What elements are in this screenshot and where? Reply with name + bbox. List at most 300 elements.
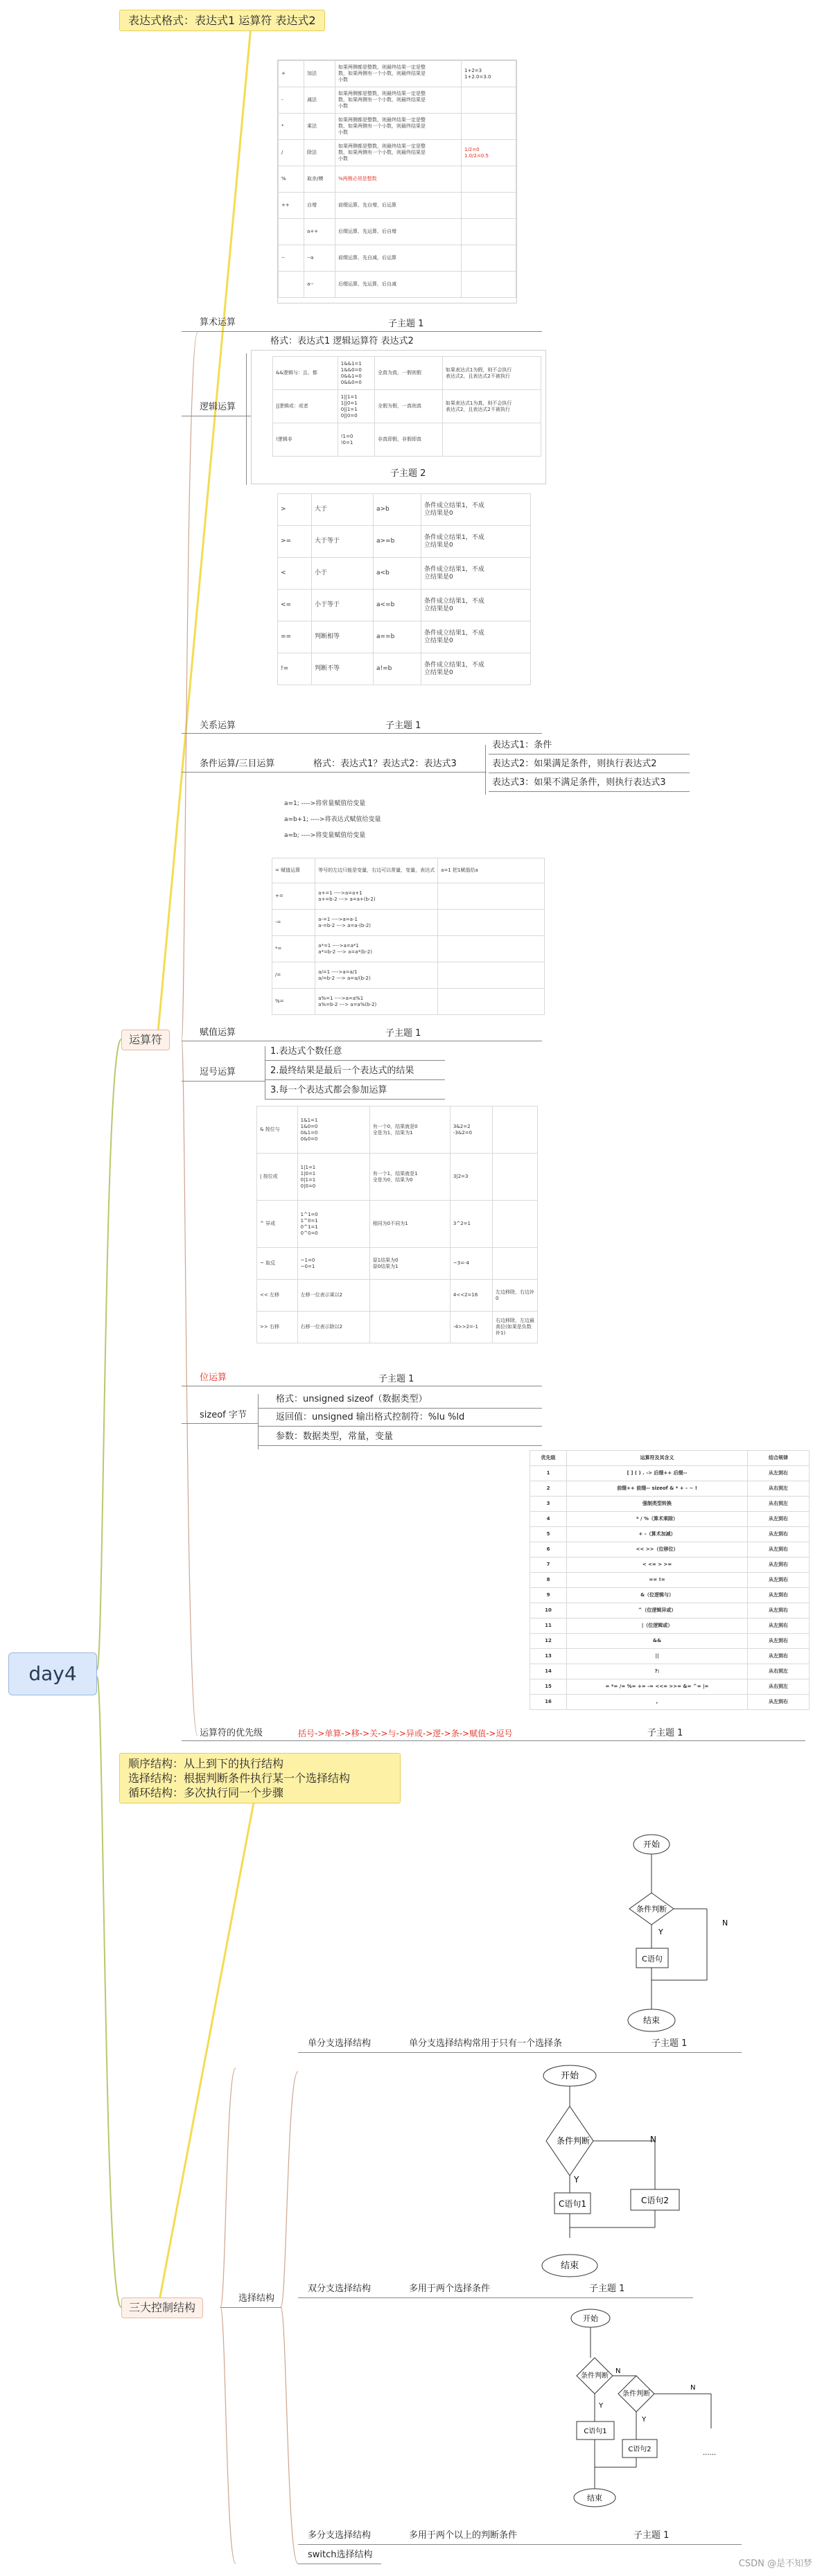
bit-cases — [297, 1201, 369, 1248]
priority-direction — [748, 1634, 810, 1649]
assign-pre-line: a=b; ---->将变量赋值给变量 — [284, 832, 366, 839]
single-desc: 单分支选择结构常用于只有一个选择条 — [409, 2038, 563, 2049]
priority-direction — [748, 1497, 810, 1512]
arith-op — [279, 87, 304, 114]
priority-topic[interactable]: 子主题 1 — [647, 1728, 683, 1738]
ternary-item[interactable]: 表达式1：条件 — [492, 740, 552, 750]
cell-line: 2 — [546, 1485, 550, 1491]
cell-line: 0&1=0 — [300, 1129, 318, 1136]
cell-line: 立结果是0 — [424, 509, 453, 517]
arith-row — [279, 166, 516, 193]
logic-note — [442, 423, 541, 457]
priority-ops — [567, 1481, 748, 1497]
assign-desc — [315, 989, 438, 1015]
cell-line: %= — [275, 998, 284, 1004]
arith-topic[interactable]: 子主题 1 — [388, 319, 424, 329]
cell-line: 自增 — [307, 202, 317, 208]
arith-example — [462, 140, 516, 166]
cell-line: ++ — [281, 202, 290, 208]
priority-row — [530, 1634, 810, 1649]
cell-line: 1&&0=0 — [340, 367, 362, 373]
cell-line: / — [281, 150, 283, 155]
priority-direction — [748, 1527, 810, 1542]
cell-line: 小于 — [315, 570, 328, 576]
cell-line: 有一个1，结果就是1 — [372, 1170, 418, 1176]
cell-line: |（位逻辑或） — [641, 1623, 673, 1628]
arith-label[interactable]: 算术运算 — [200, 317, 236, 328]
cell-line: -- — [281, 255, 286, 261]
arith-op — [279, 166, 304, 193]
flow-yes: Y — [642, 2416, 647, 2424]
arith-example — [462, 114, 516, 140]
flow-stmt2: C语句2 — [628, 2446, 652, 2453]
flow-start: 开始 — [560, 2071, 579, 2081]
priority-ops — [567, 1634, 748, 1649]
cell-line: 立结果是0 — [424, 541, 453, 549]
cell-line: 表达式2，且表达式2不被执行 — [445, 373, 510, 379]
ternary-label[interactable]: 条件运算/三目运算 — [200, 759, 275, 769]
cell-line: 右移一位表示除以2 — [300, 1324, 343, 1330]
relation-row — [278, 653, 531, 685]
multi-topic[interactable]: 子主题 1 — [633, 2530, 670, 2541]
assign-label[interactable]: 赋值运算 — [200, 1027, 236, 1038]
cell-line: 左边移除，右边补 — [496, 1289, 534, 1295]
cell-line: 16 — [545, 1699, 552, 1704]
assign-op — [272, 858, 315, 883]
assign-row — [272, 989, 545, 1015]
priority-direction — [748, 1588, 810, 1603]
priority-level — [530, 1634, 567, 1649]
cell-line: += — [275, 893, 283, 899]
cell-line: 条件成立结果1，不成 — [424, 565, 484, 573]
priority-ops — [567, 1512, 748, 1527]
cell-line: 1/2=0 — [464, 146, 480, 152]
relation-example — [374, 653, 421, 685]
cell-line: ~0=1 — [300, 1263, 315, 1269]
priority-level — [530, 1512, 567, 1527]
priority-level — [530, 1558, 567, 1573]
cell-line: 小数 — [338, 77, 348, 82]
cell-line: 从右到左 — [769, 1668, 788, 1674]
branch-control-structures[interactable]: 三大控制结构 — [121, 2297, 203, 2318]
comma-item[interactable]: 3.每一个表达式都会参加运算 — [270, 1085, 387, 1095]
cell-line: 表达式2，且表达式2不被执行 — [445, 406, 510, 412]
note-structures-line: 循环结构：多次执行同一个步骤 — [128, 1786, 284, 1799]
arith-op — [279, 61, 304, 87]
cell-line: 小数 — [338, 103, 348, 109]
cell-line: 1.0/2=0.5 — [464, 152, 489, 159]
priority-row — [530, 1695, 810, 1710]
cell-line: 全真为真，一假则假 — [377, 370, 421, 376]
cell-line: 从左到右 — [769, 1699, 788, 1704]
bit-rule — [369, 1248, 450, 1280]
arith-op — [279, 140, 304, 166]
cell-line: 10 — [545, 1607, 552, 1613]
cell-line: || — [655, 1653, 659, 1659]
priority-row — [530, 1558, 810, 1573]
bit-note — [493, 1154, 538, 1201]
priority-ops — [567, 1679, 748, 1695]
priority-level — [530, 1618, 567, 1634]
cell-line: 乘法 — [307, 123, 317, 129]
cell-line: , — [656, 1699, 658, 1704]
priority-row — [530, 1679, 810, 1695]
bit-rule — [369, 1106, 450, 1154]
cell-line: 全假为假，一真则真 — [377, 403, 421, 409]
cell-line: == != — [649, 1577, 665, 1582]
cell-line: 1&1=1 — [300, 1117, 318, 1123]
priority-ops — [567, 1695, 748, 1710]
bit-cases — [297, 1280, 369, 1312]
relation-row — [278, 621, 531, 653]
cell-line: 0|1=1 — [300, 1176, 316, 1183]
cell-line: [ ] ( ) . -> 后缀++ 后缀-- — [627, 1470, 688, 1476]
priority-label[interactable]: 运算符的优先级 — [200, 1728, 263, 1738]
cell-line: !0=1 — [340, 439, 353, 445]
cell-line: 从左到右 — [769, 1470, 788, 1476]
logic-row — [273, 357, 541, 390]
priority-row — [530, 1527, 810, 1542]
single-topic[interactable]: 子主题 1 — [652, 2038, 688, 2049]
cell-line: a+=b-2 ---> a=a+(b-2) — [318, 896, 376, 902]
cell-line: 从右到左 — [769, 1684, 788, 1689]
priority-row — [530, 1466, 810, 1481]
arith-desc — [335, 140, 462, 166]
cell-line: 15 — [545, 1684, 552, 1689]
cell-line: 判断相等 — [315, 633, 340, 640]
cell-line: 运算符及其含义 — [640, 1455, 674, 1461]
cell-line: 全是为1，结果为1 — [372, 1129, 413, 1136]
comma-item[interactable]: 2.最终结果是最后一个表达式的结果 — [270, 1066, 414, 1076]
priority-header — [567, 1451, 748, 1466]
relation-name — [312, 653, 374, 685]
priority-ops — [567, 1558, 748, 1573]
cell-line: a<b — [376, 570, 390, 576]
cell-line: 1^1=0 — [300, 1211, 318, 1217]
arith-row — [279, 272, 516, 298]
assign-topic[interactable]: 子主题 1 — [385, 1028, 421, 1039]
cell-line: a/=b-2 ---> a=a/(b-2) — [318, 975, 371, 981]
root-node[interactable]: day4 — [8, 1652, 97, 1695]
cell-line: 11 — [545, 1623, 552, 1628]
cell-line: % — [281, 176, 286, 182]
relation-row — [278, 558, 531, 590]
priority-direction — [748, 1512, 810, 1527]
logic-row — [273, 423, 541, 457]
arith-example — [462, 219, 516, 245]
arith-example — [462, 272, 516, 298]
cell-line: 0||1=1 — [340, 406, 358, 412]
bit-topic[interactable]: 子主题 1 — [378, 1374, 414, 1384]
cell-line: 1|0=1 — [300, 1170, 316, 1176]
assign-op — [272, 962, 315, 989]
cell-line: a++ — [307, 229, 319, 234]
cell-line: 优先级 — [541, 1455, 556, 1461]
bit-op — [257, 1106, 298, 1154]
cell-line: ~1=0 — [300, 1257, 315, 1263]
sizeof-item[interactable]: 格式：unsigned sizeof（数据类型） — [276, 1394, 428, 1404]
relation-op — [278, 621, 312, 653]
cell-line: 13 — [545, 1653, 552, 1659]
logic-topic[interactable]: 子主题 2 — [390, 468, 426, 479]
logic-cases — [338, 423, 374, 457]
priority-ops — [567, 1618, 748, 1634]
cell-line: *= — [275, 946, 282, 951]
cell-line: + — [281, 71, 286, 76]
sizeof-item[interactable]: 参数：数据类型，常量，变量 — [276, 1431, 394, 1442]
cell-line: a+=1 ---->a=a+1 — [318, 890, 362, 896]
cell-line: 5 — [546, 1531, 550, 1537]
bit-rule — [369, 1154, 450, 1201]
arith-op — [279, 245, 304, 272]
logic-rule — [374, 357, 442, 390]
cell-line: a-=1 ---->a=a-1 — [318, 916, 358, 922]
arith-desc — [335, 245, 462, 272]
bit-label[interactable]: 位运算 — [200, 1373, 227, 1383]
relation-topic[interactable]: 子主题 1 — [385, 721, 421, 731]
sizeof-item[interactable]: 返回值：unsigned 输出格式控制符：%lu %ld — [276, 1412, 465, 1422]
arith-row — [279, 61, 516, 87]
cell-line: a>=b — [376, 538, 395, 545]
assign-desc — [315, 858, 438, 883]
arith-name — [304, 245, 335, 272]
cell-line: 从右到左 — [769, 1501, 788, 1506]
cell-line: 7 — [546, 1562, 550, 1567]
priority-direction — [748, 1573, 810, 1588]
cell-line: &（位逻辑与） — [640, 1592, 674, 1598]
cell-line: 左移一位表示乘以2 — [300, 1292, 343, 1298]
priority-level — [530, 1527, 567, 1542]
logic-frame — [251, 350, 546, 484]
cell-line: 如果两侧都是整数，则最终结果一定是整 — [338, 143, 426, 149]
priority-level — [530, 1497, 567, 1512]
bit-row — [257, 1106, 538, 1154]
cell-line: 从左到右 — [769, 1607, 788, 1613]
cell-line: 从左到右 — [769, 1546, 788, 1552]
double-topic[interactable]: 子主题 1 — [589, 2284, 625, 2294]
cell-line: -= — [275, 919, 281, 925]
assign-desc — [315, 936, 438, 962]
arith-row — [279, 87, 516, 114]
logic-label[interactable]: 逻辑运算 — [200, 402, 236, 412]
arith-row — [279, 140, 516, 166]
bit-row — [257, 1154, 538, 1201]
cell-line: 大于等于 — [315, 538, 340, 545]
cell-line: 0&&0=0 — [340, 379, 362, 385]
flowchart-double — [534, 2058, 700, 2279]
cell-line: a<=b — [376, 601, 395, 608]
single-label[interactable]: 单分支选择结构 — [308, 2038, 371, 2049]
bit-note — [493, 1201, 538, 1248]
relation-row — [278, 494, 531, 526]
cell-line: a!=b — [376, 665, 392, 672]
cell-line: 立结果是0 — [424, 605, 453, 612]
cell-line: 9 — [546, 1592, 550, 1598]
priority-row — [530, 1649, 810, 1664]
bit-row — [257, 1201, 538, 1248]
cell-line: a/=1 ---->a=a/1 — [318, 969, 358, 975]
cell-line: 补1) — [496, 1330, 506, 1336]
flow-yes: Y — [574, 2175, 579, 2185]
priority-level — [530, 1695, 567, 1710]
comma-item[interactable]: 1.表达式个数任意 — [270, 1046, 342, 1057]
double-desc: 多用于两个选择条件 — [409, 2284, 491, 2294]
cell-line: 0&&1=0 — [340, 373, 362, 379]
cell-line: 条件成立结果1，不成 — [424, 661, 484, 669]
relation-desc — [421, 621, 531, 653]
cell-line: 等号的左边只能是变量，右边可以常量，变量，表达式 — [318, 867, 435, 873]
relation-label[interactable]: 关系运算 — [200, 721, 236, 731]
cell-line: 从左到右 — [769, 1516, 788, 1521]
cell-line: 强制类型转换 — [642, 1501, 672, 1506]
cell-line: 1+2.0=3.0 — [464, 73, 491, 80]
cell-line: %两侧必须是整数 — [338, 176, 377, 182]
cell-line: 后缀运算，先运算，后自增 — [338, 229, 396, 234]
cell-line: a%=b-2 ---> a=a%(b-2) — [318, 1001, 377, 1007]
relation-name — [312, 558, 374, 590]
arith-name — [304, 87, 335, 114]
flow-cond: 条件判断 — [622, 2390, 650, 2398]
cell-line: | 按位或 — [260, 1174, 278, 1179]
assign-example — [438, 936, 545, 962]
cell-line: 6 — [546, 1546, 550, 1552]
priority-level — [530, 1466, 567, 1481]
select-label[interactable]: 选择结构 — [238, 2293, 275, 2304]
flow-cond: 条件判断 — [636, 1905, 667, 1914]
cell-line: & 按位与 — [260, 1127, 280, 1132]
bit-note — [493, 1106, 538, 1154]
cell-line: 立结果是0 — [424, 573, 453, 581]
arith-example — [462, 245, 516, 272]
cell-line: 从左到右 — [769, 1562, 788, 1567]
arith-desc — [335, 87, 462, 114]
flow-no: N — [650, 2135, 656, 2144]
bit-example — [450, 1106, 492, 1154]
relation-name — [312, 621, 374, 653]
arith-row — [279, 245, 516, 272]
cell-line: 非真即假，非假即真 — [377, 436, 421, 442]
flow-stmt1: C语句1 — [558, 2199, 587, 2209]
assign-row — [272, 883, 545, 910]
cell-line: 从左到右 — [769, 1653, 788, 1659]
multi-desc: 多用于两个以上的判断条件 — [409, 2530, 518, 2541]
sizeof-label[interactable]: sizeof 字节 — [200, 1410, 247, 1420]
bit-note — [493, 1248, 538, 1280]
cell-line: 14 — [545, 1668, 552, 1674]
cell-line: 0|0=0 — [300, 1183, 316, 1189]
priority-level — [530, 1603, 567, 1618]
cell-line: 大于 — [315, 506, 328, 513]
cell-line: 后缀运算，先运算，后自减 — [338, 281, 396, 287]
arith-table — [278, 60, 516, 298]
arith-example — [462, 61, 516, 87]
relation-desc — [421, 558, 531, 590]
priority-level — [530, 1664, 567, 1679]
cell-line: > — [281, 506, 286, 513]
cell-line: 1&0=0 — [300, 1123, 318, 1129]
cell-line: 加法 — [307, 71, 317, 76]
priority-level — [530, 1481, 567, 1497]
arith-desc — [335, 114, 462, 140]
priority-row — [530, 1512, 810, 1527]
cell-line: 3|2=3 — [453, 1174, 469, 1179]
priority-row — [530, 1664, 810, 1679]
relation-desc — [421, 526, 531, 558]
note-structures — [119, 1753, 401, 1803]
logic-name — [273, 357, 338, 390]
priority-row — [530, 1481, 810, 1497]
flow-end: 结束 — [642, 2015, 661, 2025]
cell-line: == — [281, 633, 292, 640]
cell-line: 如果两侧都是整数，则最终结果一定是整 — [338, 64, 426, 70]
bit-rule — [369, 1312, 450, 1343]
priority-level — [530, 1679, 567, 1695]
cell-line: 1|1=1 — [300, 1164, 316, 1170]
ternary-item[interactable]: 表达式2：如果满足条件，则执行表达式2 — [492, 759, 657, 769]
logic-row — [273, 390, 541, 423]
comma-label[interactable]: 逗号运算 — [200, 1067, 236, 1077]
flowchart-multi — [554, 2304, 735, 2512]
branch-operators[interactable]: 运算符 — [121, 1030, 170, 1050]
cell-line: ~ 取反 — [260, 1260, 276, 1266]
cell-line: 4<<2=16 — [453, 1292, 478, 1298]
cell-line: 如果两侧都是整数，则最终结果一定是整 — [338, 117, 426, 123]
double-label[interactable]: 双分支选择结构 — [308, 2284, 371, 2294]
cell-line: = *= /= %= += -= <<= >>= &= ^= |= — [605, 1684, 709, 1689]
switch-label[interactable]: switch选择结构 — [308, 2550, 373, 2560]
arith-example — [462, 193, 516, 219]
cell-line: 判断不等 — [315, 665, 340, 672]
relation-op — [278, 558, 312, 590]
cell-line: >= — [281, 538, 292, 545]
arith-desc — [335, 219, 462, 245]
relation-example — [374, 494, 421, 526]
logic-name — [273, 423, 338, 457]
relation-example — [374, 558, 421, 590]
flow-stmt1: C语句1 — [584, 2428, 607, 2435]
priority-direction — [748, 1664, 810, 1679]
cell-line: !逻辑非 — [276, 436, 292, 442]
arith-name — [304, 193, 335, 219]
bit-op — [257, 1201, 298, 1248]
flow-yes: Y — [658, 1927, 663, 1937]
arith-name — [304, 272, 335, 298]
cell-line: 3^2=1 — [453, 1221, 471, 1226]
cell-line: 12 — [545, 1638, 552, 1643]
cell-line: /= — [275, 972, 281, 978]
flow-start: 开始 — [642, 1840, 661, 1849]
relation-desc — [421, 653, 531, 685]
assign-op — [272, 936, 315, 962]
cell-line: 0 — [496, 1295, 499, 1301]
assign-row — [272, 910, 545, 936]
priority-direction — [748, 1679, 810, 1695]
cell-line: -3&2=0 — [453, 1129, 473, 1136]
cell-line: ~3=-4 — [453, 1260, 470, 1266]
cell-line: 从左到右 — [769, 1531, 788, 1537]
cell-line: * / %（算术乘除） — [636, 1516, 679, 1521]
multi-label[interactable]: 多分支选择结构 — [308, 2530, 371, 2541]
arith-name — [304, 219, 335, 245]
priority-level — [530, 1588, 567, 1603]
cell-line: a>b — [376, 506, 390, 513]
cell-line: 0&0=0 — [300, 1136, 318, 1142]
ternary-item[interactable]: 表达式3：如果不满足条件，则执行表达式3 — [492, 777, 666, 788]
cell-line: = 赋值运算 — [275, 867, 301, 873]
relation-row — [278, 526, 531, 558]
cell-line: 0^0=0 — [300, 1230, 318, 1236]
relation-op — [278, 590, 312, 621]
